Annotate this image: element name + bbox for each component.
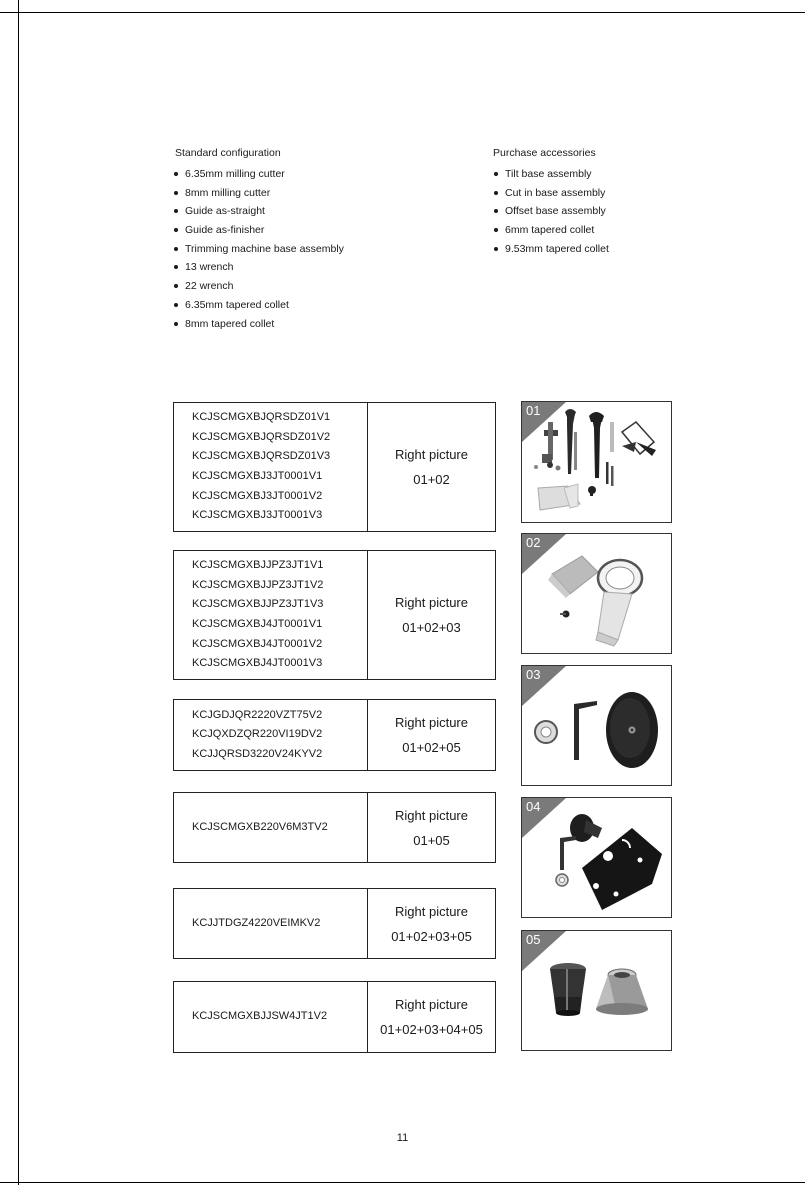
picture-number-tag	[522, 798, 566, 838]
picture-combo: 01+02+03	[402, 620, 461, 635]
picture-number: 01	[526, 403, 541, 418]
model-codes	[174, 403, 368, 531]
list-item: Tilt base assembly	[494, 166, 609, 185]
picture-number-tag	[522, 931, 566, 971]
page-number: 11	[396, 1132, 409, 1144]
picture-reference	[368, 403, 495, 531]
picture-05	[521, 930, 672, 1051]
picture-combo: 01+02+03+05	[391, 928, 472, 944]
list-item: 13 wrench	[174, 259, 344, 278]
model-code: KCJSCMGXBJ4JT0001V2	[192, 637, 323, 650]
picture-label: Right picture	[395, 997, 468, 1012]
model-code: KCJJQRSD3220V24KYV2	[192, 747, 323, 760]
list-item: Cut in base assembly	[494, 185, 609, 204]
model-code: KCJSCMGXB220V6M3TV2	[192, 820, 328, 833]
model-code: KCJGDJQR2220VZT75V2	[192, 708, 323, 721]
model-codes	[174, 551, 368, 679]
picture-label: Right picture	[395, 595, 468, 610]
crop-mark-bottom	[0, 1182, 805, 1183]
picture-number-tag	[522, 534, 566, 574]
picture-combo: 01+02+03+04+05	[380, 1022, 483, 1037]
model-codes	[174, 982, 368, 1052]
model-code: KCJSCMGXBJ3JT0001V3	[192, 509, 323, 522]
picture-number: 02	[526, 535, 541, 550]
model-code: KCJSCMGXBJJPZ3JT1V1	[192, 559, 324, 572]
model-code: KCJQXDZQR220VI19DV2	[192, 728, 323, 741]
picture-label: Right picture	[395, 715, 468, 730]
picture-label: Right picture	[395, 447, 468, 462]
config-table-4	[173, 792, 496, 863]
model-code: KCJSCMGXBJJSW4JT1V2	[192, 1010, 328, 1023]
picture-combo: 01+02	[413, 472, 450, 487]
picture-04	[521, 797, 672, 918]
picture-label: Right picture	[395, 903, 468, 919]
model-code: KCJSCMGXBJJPZ3JT1V2	[192, 578, 324, 591]
list-item: 6.35mm milling cutter	[174, 166, 344, 185]
model-code: KCJSCMGXBJQRSDZ01V2	[192, 430, 331, 443]
config-table-6	[173, 981, 496, 1053]
picture-reference	[368, 889, 495, 958]
standard-config-title: Standard configuration	[175, 147, 281, 159]
model-codes	[174, 793, 368, 862]
model-code: KCJSCMGXBJQRSDZ01V3	[192, 450, 331, 463]
model-code: KCJSCMGXBJJPZ3JT1V3	[192, 598, 324, 611]
model-codes	[174, 889, 368, 958]
list-item: 22 wrench	[174, 278, 344, 297]
model-code: KCJSCMGXBJ3JT0001V2	[192, 489, 323, 502]
list-item: 6.35mm tapered collet	[174, 297, 344, 316]
picture-03	[521, 665, 672, 786]
picture-number-tag	[522, 666, 566, 706]
standard-config-list	[174, 166, 344, 334]
model-code: KCJSCMGXBJ4JT0001V3	[192, 657, 323, 670]
list-item: Trimming machine base assembly	[174, 241, 344, 260]
config-table-2	[173, 550, 496, 680]
crop-mark-top	[0, 12, 805, 13]
purchase-accessories-list	[494, 166, 609, 259]
list-item: 8mm tapered collet	[174, 316, 344, 335]
list-item: Offset base assembly	[494, 203, 609, 222]
picture-02	[521, 533, 672, 654]
picture-reference	[368, 551, 495, 679]
list-item: 9.53mm tapered collet	[494, 241, 609, 260]
model-code: KCJSCMGXBJ3JT0001V1	[192, 470, 323, 482]
picture-number-tag	[522, 402, 566, 442]
model-code: KCJSCMGXBJQRSDZ01V1	[192, 411, 331, 424]
model-code: KCJJTDGZ4220VEIMKV2	[192, 916, 321, 929]
config-table-3	[173, 699, 496, 771]
picture-combo: 01+05	[413, 832, 450, 848]
purchase-accessories-title: Purchase accessories	[493, 147, 596, 159]
list-item: Guide as-straight	[174, 203, 344, 222]
picture-label: Right picture	[395, 807, 468, 823]
picture-reference	[368, 793, 495, 862]
crop-mark-left	[18, 0, 19, 1185]
picture-01	[521, 401, 672, 523]
list-item: 6mm tapered collet	[494, 222, 609, 241]
model-code: KCJSCMGXBJ4JT0001V1	[192, 618, 323, 630]
model-codes	[174, 700, 368, 770]
picture-number: 03	[526, 667, 541, 682]
config-table-1	[173, 402, 496, 532]
picture-combo: 01+02+05	[402, 740, 461, 755]
list-item: 8mm milling cutter	[174, 185, 344, 204]
list-item: Guide as-finisher	[174, 222, 344, 241]
picture-reference	[368, 700, 495, 770]
config-table-5	[173, 888, 496, 959]
picture-number: 05	[526, 932, 541, 947]
picture-reference	[368, 982, 495, 1052]
picture-number: 04	[526, 799, 541, 814]
